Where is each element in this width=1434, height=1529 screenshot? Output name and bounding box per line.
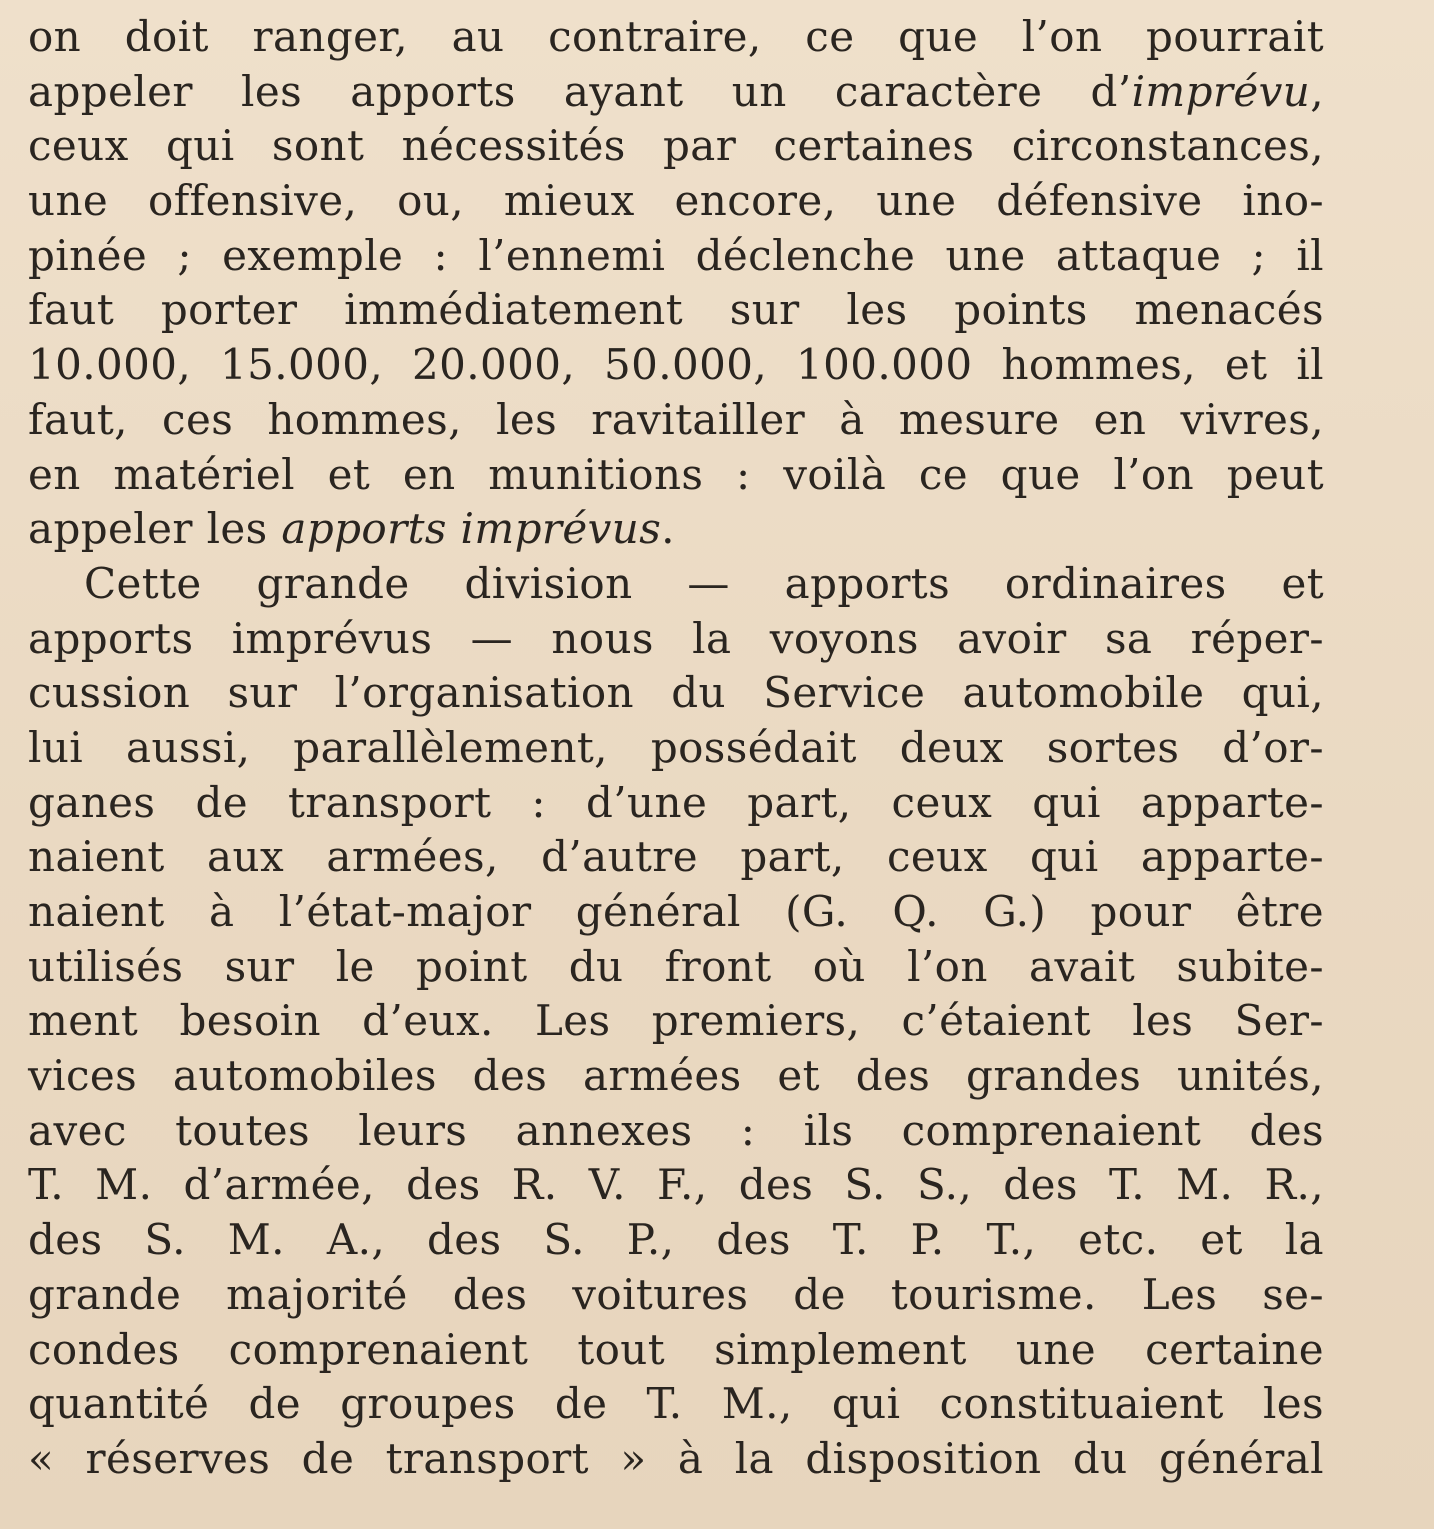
- text-line: ganes de transport : d’une part, ceux qui apparte-: [28, 777, 1324, 827]
- text-line: faut, ces hommes, les ravitailler à mesure en vivres,: [28, 394, 1324, 444]
- text-line: 10.000, 15.000, 20.000, 50.000, 100.000 hommes, et il: [28, 340, 1324, 390]
- italic-phrase: apports imprévus: [281, 504, 662, 554]
- text-line: avec toutes leurs annexes : ils comprenaient des: [28, 1105, 1324, 1155]
- text-line: « réserves de transport » à la disposition du général: [28, 1433, 1324, 1483]
- text-line: naient aux armées, d’autre part, ceux qui apparte-: [28, 832, 1324, 882]
- text-line: faut porter immédiatement sur les points menacés: [28, 285, 1324, 335]
- text-line: utilisés sur le point du front où l’on avait subite-: [28, 941, 1324, 991]
- text-line: appeler les apports imprévus.: [28, 504, 675, 554]
- text-line: Cette grande division — apports ordinaires et: [84, 558, 1324, 608]
- text-line: grande majorité des voitures de tourisme. Les se-: [28, 1269, 1324, 1319]
- italic-word: imprévu: [1131, 66, 1311, 116]
- text-line: appeler les apports ayant un caractère d’imprévu,: [28, 66, 1324, 116]
- text-line: vices automobiles des armées et des grandes unités,: [28, 1051, 1324, 1101]
- text-line: ceux qui sont nécessités par certaines circonstances,: [28, 121, 1324, 171]
- text-line: ment besoin d’eux. Les premiers, c’étaient les Ser-: [28, 996, 1324, 1046]
- text-line: une offensive, ou, mieux encore, une défensive ino-: [28, 176, 1324, 226]
- text-line: quantité de groupes de T. M., qui constituaient les: [28, 1379, 1324, 1429]
- text-line: cussion sur l’organisation du Service automobile qui,: [28, 668, 1324, 718]
- text-line: T. M. d’armée, des R. V. F., des S. S., des T. M. R.,: [28, 1160, 1324, 1210]
- text-line: apports imprévus — nous la voyons avoir sa réper-: [28, 613, 1324, 663]
- text-line: condes comprenaient tout simplement une certaine: [28, 1324, 1324, 1374]
- text-line: pinée ; exemple : l’ennemi déclenche une attaque ; il: [28, 230, 1324, 280]
- text-line: lui aussi, parallèlement, possédait deux sortes d’or-: [28, 722, 1324, 772]
- body-text: [28, 10, 1324, 1487]
- text-line: on doit ranger, au contraire, ce que l’on pourrait: [28, 12, 1324, 61]
- text-line: des S. M. A., des S. P., des T. P. T., etc. et la: [28, 1215, 1324, 1265]
- text-line: naient à l’état-major général (G. Q. G.) pour être: [28, 887, 1324, 936]
- text-line: en matériel et en munitions : voilà ce que l’on peut: [28, 449, 1324, 499]
